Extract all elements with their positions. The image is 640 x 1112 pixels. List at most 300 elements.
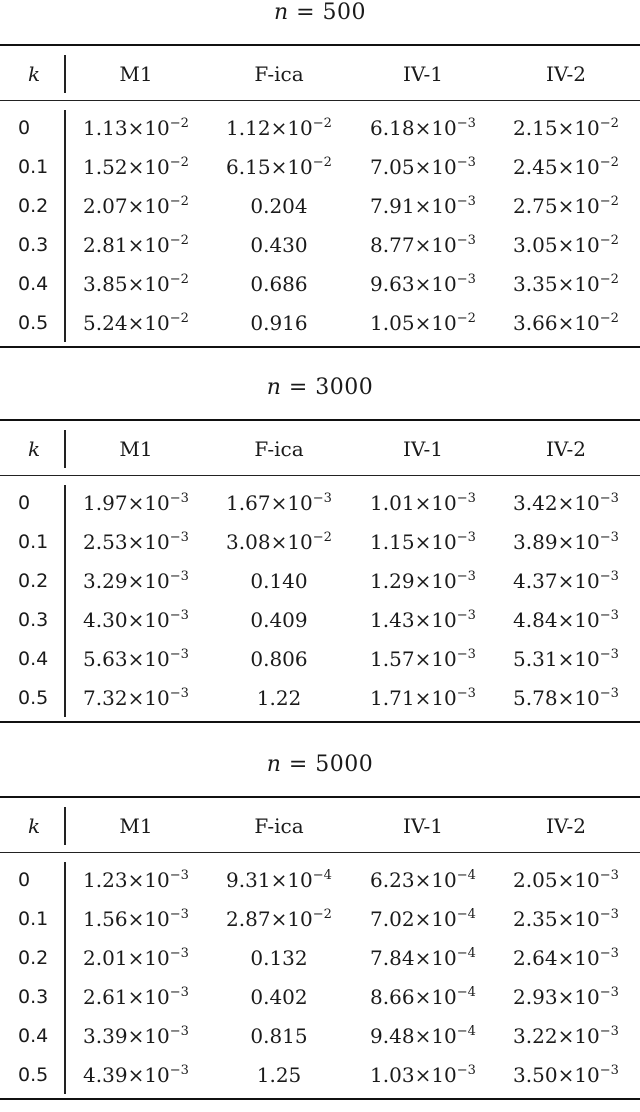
cell-exponent: −3 bbox=[599, 647, 619, 662]
cell-times-ten: ×10 bbox=[270, 868, 313, 892]
cell-exponent: −2 bbox=[169, 194, 189, 209]
cell-mantissa: 1.01 bbox=[370, 491, 415, 515]
body-divider bbox=[64, 485, 66, 717]
table-cell bbox=[83, 985, 189, 1009]
cell-mantissa: 1.43 bbox=[370, 608, 415, 632]
cell-mantissa: 7.02 bbox=[370, 907, 415, 931]
table-cell bbox=[226, 116, 332, 140]
row-k-value: 0.3 bbox=[18, 234, 49, 256]
cell-mantissa: 8.66 bbox=[370, 985, 415, 1009]
cell-mantissa: 3.08 bbox=[226, 530, 271, 554]
bottom-rule bbox=[0, 1098, 640, 1100]
cell-times-ten: ×10 bbox=[557, 155, 600, 179]
cell-mantissa: 7.05 bbox=[370, 155, 415, 179]
cell-times-ten: ×10 bbox=[414, 311, 457, 335]
cell-exponent: −2 bbox=[169, 311, 189, 326]
cell-times-ten: ×10 bbox=[127, 1024, 170, 1048]
cell-mantissa: 2.64 bbox=[513, 946, 558, 970]
table-block bbox=[0, 375, 640, 735]
cell-mantissa: 2.93 bbox=[513, 985, 558, 1009]
cell-exponent: −3 bbox=[456, 686, 476, 701]
cell-mantissa: 3.22 bbox=[513, 1024, 558, 1048]
table-cell bbox=[83, 907, 189, 931]
cell-mantissa: 3.35 bbox=[513, 272, 558, 296]
cell-exponent: −3 bbox=[169, 868, 189, 883]
cell-mantissa: 1.23 bbox=[83, 868, 128, 892]
cell-mantissa: 1.05 bbox=[370, 311, 415, 335]
table-block bbox=[0, 0, 640, 360]
cell-mantissa: 5.31 bbox=[513, 647, 558, 671]
cell-mantissa: 2.35 bbox=[513, 907, 558, 931]
cell-exponent: −2 bbox=[312, 155, 332, 170]
header-divider bbox=[64, 807, 66, 845]
cell-mantissa: 4.30 bbox=[83, 608, 128, 632]
table-cell bbox=[83, 868, 189, 892]
cell-exponent: −3 bbox=[169, 1063, 189, 1078]
table-cell bbox=[370, 868, 476, 892]
cell-exponent: −3 bbox=[169, 907, 189, 922]
table-cell bbox=[257, 686, 302, 710]
cell-exponent: −3 bbox=[169, 491, 189, 506]
cell-times-ten: ×10 bbox=[414, 985, 457, 1009]
cell-mantissa: 1.03 bbox=[370, 1063, 415, 1087]
cell-exponent: −3 bbox=[169, 686, 189, 701]
table-cell bbox=[370, 155, 476, 179]
table-cell bbox=[513, 647, 619, 671]
cell-exponent: −3 bbox=[169, 608, 189, 623]
column-header: F-ica bbox=[254, 62, 304, 86]
cell-mantissa: 2.81 bbox=[83, 233, 128, 257]
cell-times-ten: ×10 bbox=[270, 155, 313, 179]
header-rule bbox=[0, 100, 640, 101]
column-header: M1 bbox=[119, 437, 153, 461]
column-header-k: k bbox=[28, 814, 41, 838]
cell-mantissa: 6.23 bbox=[370, 868, 415, 892]
table-cell bbox=[370, 985, 476, 1009]
table-cell bbox=[83, 194, 189, 218]
cell-exponent: −3 bbox=[456, 194, 476, 209]
cell-times-ten: ×10 bbox=[127, 530, 170, 554]
table-cell bbox=[250, 985, 307, 1009]
cell-times-ten: ×10 bbox=[557, 686, 600, 710]
title-value: 5000 bbox=[315, 752, 374, 777]
cell-times-ten: ×10 bbox=[127, 985, 170, 1009]
table-cell bbox=[250, 569, 307, 593]
cell-mantissa: 0.140 bbox=[250, 569, 308, 593]
table-cell bbox=[226, 530, 332, 554]
cell-mantissa: 1.25 bbox=[256, 1063, 302, 1087]
table-cell bbox=[83, 530, 189, 554]
table-block bbox=[0, 752, 640, 1112]
cell-exponent: −3 bbox=[456, 1063, 476, 1078]
table-cell bbox=[513, 194, 619, 218]
table-cell bbox=[83, 116, 189, 140]
cell-times-ten: ×10 bbox=[557, 194, 600, 218]
column-header: IV-2 bbox=[546, 437, 586, 461]
row-k-value: 0.5 bbox=[18, 312, 49, 334]
cell-exponent: −3 bbox=[456, 491, 476, 506]
row-k-value: 0.4 bbox=[18, 273, 49, 295]
cell-mantissa: 1.29 bbox=[370, 569, 415, 593]
table-cell bbox=[250, 608, 307, 632]
cell-mantissa: 2.01 bbox=[83, 946, 128, 970]
cell-times-ten: ×10 bbox=[127, 311, 170, 335]
cell-times-ten: ×10 bbox=[414, 946, 457, 970]
cell-exponent: −3 bbox=[456, 272, 476, 287]
cell-exponent: −3 bbox=[456, 233, 476, 248]
top-rule bbox=[0, 419, 640, 421]
cell-times-ten: ×10 bbox=[127, 272, 170, 296]
cell-times-ten: ×10 bbox=[127, 647, 170, 671]
cell-mantissa: 2.53 bbox=[83, 530, 128, 554]
cell-mantissa: 0.132 bbox=[250, 946, 308, 970]
cell-times-ten: ×10 bbox=[127, 1063, 170, 1087]
cell-times-ten: ×10 bbox=[127, 233, 170, 257]
table-cell bbox=[83, 491, 189, 515]
cell-times-ten: ×10 bbox=[270, 116, 313, 140]
cell-exponent: −3 bbox=[456, 155, 476, 170]
cell-mantissa: 2.05 bbox=[513, 868, 558, 892]
cell-mantissa: 3.29 bbox=[83, 569, 128, 593]
cell-times-ten: ×10 bbox=[414, 686, 457, 710]
table-cell bbox=[83, 647, 189, 671]
table-cell bbox=[83, 233, 189, 257]
cell-exponent: −3 bbox=[169, 530, 189, 545]
cell-exponent: −2 bbox=[312, 530, 332, 545]
cell-times-ten: ×10 bbox=[414, 530, 457, 554]
cell-exponent: −3 bbox=[456, 647, 476, 662]
row-k-value: 0.3 bbox=[18, 986, 49, 1008]
column-header: F-ica bbox=[254, 437, 304, 461]
table-cell bbox=[250, 1024, 307, 1048]
table-cell bbox=[370, 946, 476, 970]
cell-mantissa: 0.204 bbox=[250, 194, 308, 218]
cell-exponent: −2 bbox=[456, 311, 476, 326]
cell-mantissa: 3.50 bbox=[513, 1063, 558, 1087]
table-cell bbox=[513, 233, 619, 257]
row-k-value: 0.1 bbox=[18, 908, 49, 930]
cell-mantissa: 5.63 bbox=[83, 647, 128, 671]
table-cell bbox=[370, 233, 476, 257]
cell-mantissa: 0.815 bbox=[250, 1024, 308, 1048]
cell-exponent: −3 bbox=[456, 116, 476, 131]
table-cell bbox=[250, 194, 307, 218]
cell-times-ten: ×10 bbox=[557, 868, 600, 892]
table-cell bbox=[513, 868, 619, 892]
cell-exponent: −3 bbox=[169, 985, 189, 1000]
cell-times-ten: ×10 bbox=[127, 868, 170, 892]
row-k-value: 0.2 bbox=[18, 195, 49, 217]
cell-mantissa: 0.430 bbox=[250, 233, 308, 257]
cell-exponent: −3 bbox=[599, 946, 619, 961]
cell-times-ten: ×10 bbox=[557, 116, 600, 140]
cell-exponent: −2 bbox=[599, 311, 619, 326]
cell-exponent: −2 bbox=[599, 194, 619, 209]
table-cell bbox=[250, 946, 307, 970]
cell-times-ten: ×10 bbox=[557, 1063, 600, 1087]
cell-mantissa: 1.71 bbox=[370, 686, 415, 710]
cell-mantissa: 7.84 bbox=[370, 946, 415, 970]
table-cell bbox=[513, 116, 619, 140]
cell-exponent: −3 bbox=[599, 868, 619, 883]
title-value: 3000 bbox=[315, 375, 374, 400]
header-rule bbox=[0, 852, 640, 853]
cell-exponent: −2 bbox=[312, 907, 332, 922]
column-header: IV-1 bbox=[403, 814, 443, 838]
table-cell bbox=[370, 569, 476, 593]
cell-exponent: −4 bbox=[456, 985, 476, 1000]
cell-exponent: −3 bbox=[599, 608, 619, 623]
cell-mantissa: 6.18 bbox=[370, 116, 415, 140]
cell-times-ten: ×10 bbox=[557, 491, 600, 515]
cell-times-ten: ×10 bbox=[127, 686, 170, 710]
row-k-value: 0.4 bbox=[18, 1025, 49, 1047]
table-cell bbox=[370, 1063, 476, 1087]
cell-exponent: −2 bbox=[599, 233, 619, 248]
cell-mantissa: 1.12 bbox=[226, 116, 271, 140]
cell-mantissa: 0.402 bbox=[250, 985, 308, 1009]
table-cell bbox=[226, 155, 332, 179]
table-cell bbox=[83, 272, 189, 296]
cell-exponent: −3 bbox=[599, 569, 619, 584]
table-cell bbox=[250, 272, 307, 296]
cell-times-ten: ×10 bbox=[414, 194, 457, 218]
column-header-k: k bbox=[28, 437, 41, 461]
cell-times-ten: ×10 bbox=[270, 491, 313, 515]
row-k-value: 0.5 bbox=[18, 687, 49, 709]
cell-mantissa: 9.31 bbox=[226, 868, 271, 892]
table-cell bbox=[370, 608, 476, 632]
title-variable: n bbox=[266, 752, 282, 777]
table-cell bbox=[83, 311, 189, 335]
table-cell bbox=[370, 311, 476, 335]
cell-exponent: −2 bbox=[312, 116, 332, 131]
cell-mantissa: 4.84 bbox=[513, 608, 558, 632]
column-header: IV-1 bbox=[403, 437, 443, 461]
cell-exponent: −3 bbox=[599, 985, 619, 1000]
cell-times-ten: ×10 bbox=[414, 868, 457, 892]
table-cell bbox=[83, 569, 189, 593]
cell-times-ten: ×10 bbox=[127, 116, 170, 140]
cell-exponent: −2 bbox=[599, 272, 619, 287]
row-k-value: 0 bbox=[18, 869, 31, 891]
cell-exponent: −2 bbox=[599, 155, 619, 170]
body-divider bbox=[64, 110, 66, 342]
cell-mantissa: 0.686 bbox=[250, 272, 308, 296]
cell-times-ten: ×10 bbox=[414, 569, 457, 593]
cell-mantissa: 0.916 bbox=[250, 311, 308, 335]
cell-mantissa: 0.409 bbox=[250, 608, 308, 632]
row-k-value: 0.4 bbox=[18, 648, 49, 670]
cell-mantissa: 8.77 bbox=[370, 233, 415, 257]
cell-exponent: −3 bbox=[599, 907, 619, 922]
cell-exponent: −3 bbox=[599, 491, 619, 506]
column-header: F-ica bbox=[254, 814, 304, 838]
cell-mantissa: 3.85 bbox=[83, 272, 128, 296]
block-title bbox=[0, 375, 640, 400]
table-cell bbox=[513, 686, 619, 710]
cell-times-ten: ×10 bbox=[414, 608, 457, 632]
cell-times-ten: ×10 bbox=[557, 946, 600, 970]
title-value: 500 bbox=[322, 0, 367, 25]
cell-exponent: −2 bbox=[599, 116, 619, 131]
header-divider bbox=[64, 430, 66, 468]
cell-exponent: −4 bbox=[456, 868, 476, 883]
cell-mantissa: 1.97 bbox=[83, 491, 128, 515]
cell-times-ten: ×10 bbox=[557, 569, 600, 593]
table-cell bbox=[513, 608, 619, 632]
cell-times-ten: ×10 bbox=[414, 1063, 457, 1087]
table-cell bbox=[513, 272, 619, 296]
cell-exponent: −3 bbox=[599, 530, 619, 545]
cell-mantissa: 1.15 bbox=[370, 530, 415, 554]
title-equals: = bbox=[281, 375, 316, 400]
row-k-value: 0.1 bbox=[18, 156, 49, 178]
cell-times-ten: ×10 bbox=[127, 946, 170, 970]
cell-exponent: −3 bbox=[456, 608, 476, 623]
bottom-rule bbox=[0, 346, 640, 348]
cell-times-ten: ×10 bbox=[557, 530, 600, 554]
table-cell bbox=[513, 985, 619, 1009]
cell-times-ten: ×10 bbox=[557, 985, 600, 1009]
cell-mantissa: 3.05 bbox=[513, 233, 558, 257]
cell-exponent: −3 bbox=[169, 647, 189, 662]
row-k-value: 0 bbox=[18, 492, 31, 514]
cell-times-ten: ×10 bbox=[127, 608, 170, 632]
cell-mantissa: 7.91 bbox=[370, 194, 415, 218]
cell-mantissa: 4.39 bbox=[83, 1063, 128, 1087]
cell-mantissa: 9.48 bbox=[370, 1024, 415, 1048]
table-cell bbox=[513, 1024, 619, 1048]
cell-exponent: −3 bbox=[169, 1024, 189, 1039]
top-rule bbox=[0, 796, 640, 798]
bottom-rule bbox=[0, 721, 640, 723]
table-cell bbox=[83, 608, 189, 632]
cell-times-ten: ×10 bbox=[557, 272, 600, 296]
cell-exponent: −2 bbox=[169, 155, 189, 170]
cell-mantissa: 9.63 bbox=[370, 272, 415, 296]
table-cell bbox=[370, 907, 476, 931]
cell-mantissa: 0.806 bbox=[250, 647, 308, 671]
table-cell bbox=[513, 569, 619, 593]
cell-exponent: −3 bbox=[599, 1063, 619, 1078]
table-cell bbox=[513, 155, 619, 179]
table-cell bbox=[250, 311, 307, 335]
cell-times-ten: ×10 bbox=[127, 907, 170, 931]
header-rule bbox=[0, 475, 640, 476]
block-title bbox=[0, 0, 640, 25]
cell-mantissa: 3.89 bbox=[513, 530, 558, 554]
cell-exponent: −3 bbox=[169, 946, 189, 961]
cell-exponent: −4 bbox=[456, 1024, 476, 1039]
body-divider bbox=[64, 862, 66, 1094]
cell-exponent: −3 bbox=[456, 569, 476, 584]
table-cell bbox=[250, 233, 307, 257]
cell-times-ten: ×10 bbox=[414, 233, 457, 257]
cell-mantissa: 1.13 bbox=[83, 116, 128, 140]
cell-mantissa: 3.42 bbox=[513, 491, 558, 515]
table-cell bbox=[370, 491, 476, 515]
column-header: IV-2 bbox=[546, 814, 586, 838]
cell-mantissa: 3.39 bbox=[83, 1024, 128, 1048]
cell-mantissa: 1.52 bbox=[83, 155, 128, 179]
cell-times-ten: ×10 bbox=[127, 491, 170, 515]
top-rule bbox=[0, 44, 640, 46]
cell-exponent: −3 bbox=[169, 569, 189, 584]
cell-times-ten: ×10 bbox=[414, 116, 457, 140]
cell-mantissa: 4.37 bbox=[513, 569, 558, 593]
table-cell bbox=[513, 530, 619, 554]
cell-exponent: −3 bbox=[599, 686, 619, 701]
column-header-k: k bbox=[28, 62, 41, 86]
row-k-value: 0.1 bbox=[18, 531, 49, 553]
table-cell bbox=[370, 116, 476, 140]
cell-mantissa: 2.87 bbox=[226, 907, 271, 931]
table-cell bbox=[83, 1024, 189, 1048]
cell-times-ten: ×10 bbox=[557, 608, 600, 632]
cell-mantissa: 7.32 bbox=[83, 686, 128, 710]
cell-times-ten: ×10 bbox=[557, 233, 600, 257]
table-cell bbox=[513, 946, 619, 970]
column-header: IV-1 bbox=[403, 62, 443, 86]
cell-times-ten: ×10 bbox=[414, 272, 457, 296]
cell-mantissa: 2.07 bbox=[83, 194, 128, 218]
cell-mantissa: 2.45 bbox=[513, 155, 558, 179]
row-k-value: 0.3 bbox=[18, 609, 49, 631]
row-k-value: 0.2 bbox=[18, 570, 49, 592]
table-cell bbox=[83, 686, 189, 710]
title-variable: n bbox=[273, 0, 289, 25]
row-k-value: 0.2 bbox=[18, 947, 49, 969]
table-cell bbox=[370, 647, 476, 671]
column-header: M1 bbox=[119, 814, 153, 838]
title-equals: = bbox=[288, 0, 323, 25]
cell-exponent: −3 bbox=[312, 491, 332, 506]
table-cell bbox=[226, 907, 332, 931]
cell-times-ten: ×10 bbox=[557, 1024, 600, 1048]
title-variable: n bbox=[266, 375, 282, 400]
row-k-value: 0 bbox=[18, 117, 31, 139]
cell-times-ten: ×10 bbox=[414, 907, 457, 931]
cell-mantissa: 6.15 bbox=[226, 155, 271, 179]
cell-mantissa: 5.78 bbox=[513, 686, 558, 710]
table-cell bbox=[83, 1063, 189, 1087]
table-cell bbox=[83, 155, 189, 179]
cell-exponent: −3 bbox=[599, 1024, 619, 1039]
table-cell bbox=[370, 1024, 476, 1048]
table-cell bbox=[257, 1063, 302, 1087]
cell-mantissa: 5.24 bbox=[83, 311, 128, 335]
cell-mantissa: 1.67 bbox=[226, 491, 271, 515]
cell-times-ten: ×10 bbox=[270, 530, 313, 554]
cell-exponent: −2 bbox=[169, 233, 189, 248]
cell-mantissa: 2.61 bbox=[83, 985, 128, 1009]
cell-times-ten: ×10 bbox=[557, 647, 600, 671]
row-k-value: 0.5 bbox=[18, 1064, 49, 1086]
table-cell bbox=[226, 491, 332, 515]
column-header: M1 bbox=[119, 62, 153, 86]
cell-mantissa: 1.56 bbox=[83, 907, 128, 931]
cell-exponent: −4 bbox=[456, 946, 476, 961]
cell-exponent: −4 bbox=[456, 907, 476, 922]
block-title bbox=[0, 752, 640, 777]
table-cell bbox=[250, 647, 307, 671]
cell-mantissa: 2.75 bbox=[513, 194, 558, 218]
table-cell bbox=[513, 311, 619, 335]
cell-mantissa: 3.66 bbox=[513, 311, 558, 335]
cell-mantissa: 2.15 bbox=[513, 116, 558, 140]
cell-mantissa: 1.57 bbox=[370, 647, 415, 671]
